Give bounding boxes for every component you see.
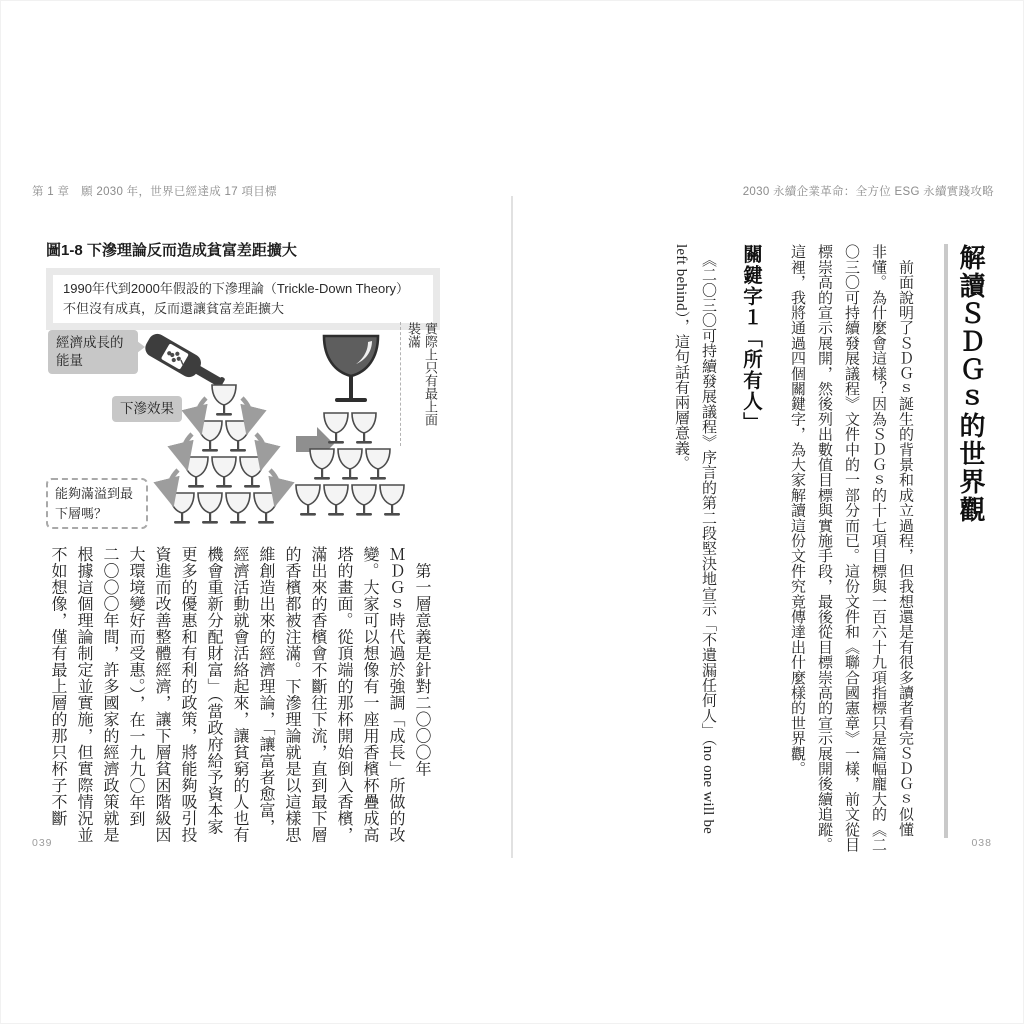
text-line: 能量 — [56, 353, 83, 369]
text-line: 的香檳都被注滿。下滲理論就是以這樣思 — [283, 546, 300, 843]
label-economic-growth-energy — [48, 330, 138, 374]
champagne-glass-icon — [184, 457, 208, 488]
champagne-glass-icon — [352, 485, 376, 516]
champagne-tower-left — [170, 385, 278, 524]
text-line: 資進而改善整體經濟，讓下層貧困階級因 — [153, 546, 170, 843]
text-line: 不如想像，僅有最上層的那只杯子不斷 — [49, 546, 66, 827]
figure-caption-text — [53, 275, 433, 323]
label-trickle-effect: 下滲效果 — [112, 396, 182, 422]
right-page-running-header: 2030 永續企業革命：全方位 ESG 永續實踐攻略 — [742, 186, 994, 198]
text-line: 裝滿 — [406, 322, 421, 348]
text-line: 實際上只有最上面 — [423, 322, 438, 426]
paragraph-sdgs-intro — [783, 244, 918, 852]
text-line: 維創造出來的經濟理論，「讓富者愈富， — [257, 546, 274, 835]
label-overflow-question — [46, 478, 148, 529]
champagne-glass-icon — [380, 485, 404, 516]
figure-caption-box — [46, 268, 440, 330]
champagne-glass-icon — [254, 493, 278, 524]
text-line: 不但沒有成真，反而還讓貧富差距擴大 — [63, 300, 285, 316]
champagne-glass-icon — [338, 449, 362, 480]
left-page-number: 039 — [32, 837, 53, 849]
full-champagne-glass-icon — [324, 336, 378, 402]
text-line: 變。大家可以想像有一座用香檳杯疊成高 — [361, 546, 378, 843]
champagne-glass-icon — [212, 385, 236, 416]
right-page-number: 038 — [971, 837, 992, 849]
text-line: ＭＤＧｓ時代過於強調「成長」所做的改 — [387, 546, 404, 843]
champagne-glass-icon — [170, 493, 194, 524]
left-page-running-header: 第 1 章 願 2030 年，世界已經達成 17 項目標 — [32, 186, 277, 198]
text-line: 《二〇三〇可持續發展議程》序言的第二段堅決地宣示「不遺漏任何人」（no one will be — [700, 244, 716, 835]
text-line: 〇三〇可持續發展議程》文件中的一部分而已。這份文件和《聯合國憲章》一樣，前文從目 — [843, 244, 859, 852]
trickle-down-diagram — [46, 322, 466, 538]
text-line: 經濟活動就會活絡起來，讓貧窮的人也有 — [231, 546, 248, 843]
champagne-glass-icon — [240, 457, 264, 488]
text-line: 這裡，我將通過四個關鍵字，為大家解讀這份文件究竟傳達出什麼樣的世界觀。 — [789, 244, 805, 776]
champagne-glass-icon — [352, 413, 376, 444]
text-line: left behind），這句話有兩層意義。 — [673, 244, 689, 471]
text-line: 更多的優惠和有利的政策，將能夠吸引投 — [179, 546, 196, 843]
text-line: 前面說明了ＳＤＧｓ誕生的背景和成立過程，但我想還是有很多讀者看完ＳＤＧｓ似懂 — [897, 244, 913, 837]
champagne-glass-icon — [198, 421, 222, 452]
page-gutter-divider — [511, 196, 513, 858]
figure-title: 圖1-8 下滲理論反而造成貧富差距擴大 — [46, 242, 297, 259]
paragraph-no-one-left-behind — [667, 244, 721, 838]
text-line: 非懂。為什麼會這樣？因為ＳＤＧｓ的十七項目標與一百六十九項指標只是篇幅龐大的《二 — [870, 244, 886, 852]
champagne-glass-icon — [212, 457, 236, 488]
champagne-glass-icon — [198, 493, 222, 524]
left-page-body-text — [40, 546, 434, 850]
champagne-glass-icon — [226, 493, 250, 524]
text-line: 下層嗎？ — [55, 505, 108, 521]
champagne-glass-icon — [296, 485, 320, 516]
champagne-glass-icon — [366, 449, 390, 480]
text-line: 經濟成長的 — [56, 335, 124, 350]
text-line: 第一層意義是針對二〇〇〇年 — [413, 546, 430, 777]
text-line: 能夠滿溢到最 — [55, 486, 134, 501]
champagne-glass-icon — [310, 449, 334, 480]
label-only-top-filled — [400, 322, 439, 446]
text-line: 1990年代到2000年假設的下滲理論（Trickle-Down Theory） — [63, 281, 410, 296]
text-line: 滿出來的香檳會不斷往下流，直到最下層 — [309, 546, 326, 843]
champagne-glass-icon — [324, 485, 348, 516]
text-line: 根據這個理論制定並實施，但實際情況並 — [75, 546, 92, 843]
text-line: 機會重新分配財富」（當政府給予資本家 — [205, 546, 222, 835]
champagne-glass-icon — [226, 421, 250, 452]
champagne-tower-right — [296, 336, 404, 516]
text-line: 標崇高的宣示展開，然後列出數值目標與實施手段，最後從目標崇高的宣示展開後續追蹤。 — [816, 244, 832, 852]
text-line: 大環境變好而受惠。），在一九九〇年到 — [127, 546, 144, 827]
chapter-title: 解讀ＳＤＧｓ的世界觀 — [944, 244, 990, 838]
text-line: 塔的畫面。從頂端的那杯開始倒入香檳， — [335, 546, 352, 843]
section-heading-keyword1: 關鍵字１「所有人」 — [740, 244, 762, 433]
text-line: 二〇〇〇年間，許多國家的經濟政策就是 — [101, 546, 118, 843]
